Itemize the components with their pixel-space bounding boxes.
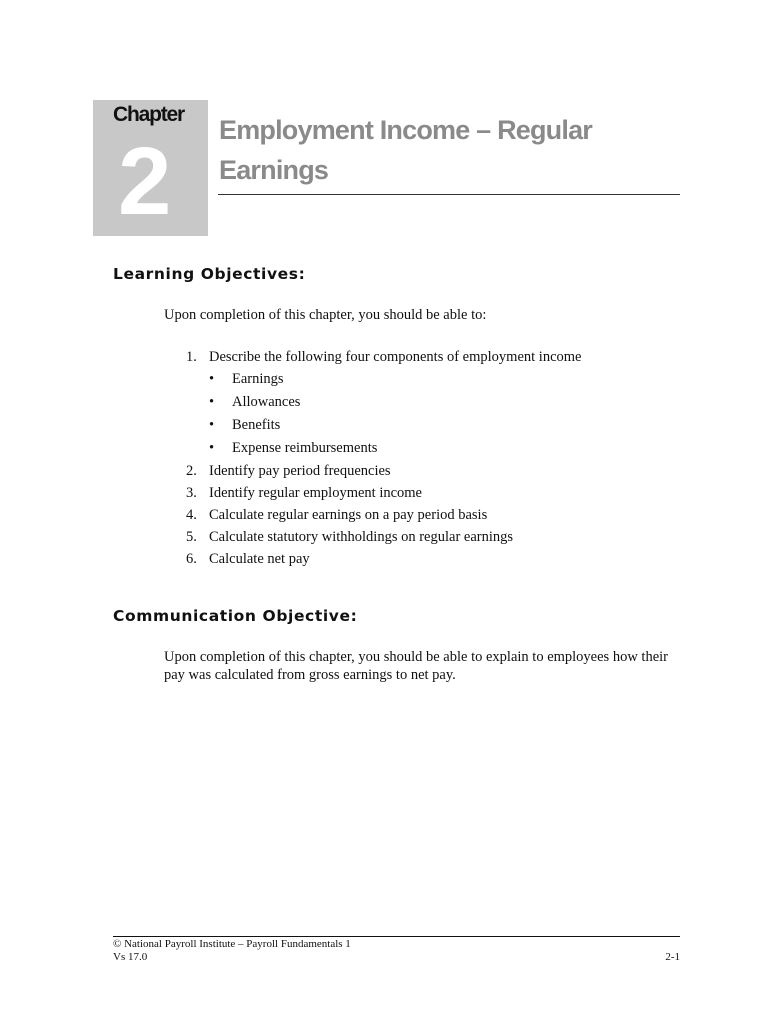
title-divider xyxy=(218,194,680,195)
communication-objective-heading: Communication Objective: xyxy=(113,607,358,625)
communication-text: Upon completion of this chapter, you should be able to explain to employees how their pay was calculated from gross earnings to net pay. xyxy=(164,649,668,683)
objective-text: Describe the following four components of employment income xyxy=(209,349,582,365)
objective-item xyxy=(164,346,581,460)
bullet-icon: • xyxy=(209,371,215,387)
component-text: Allowances xyxy=(232,394,301,410)
objective-item xyxy=(164,504,581,526)
objective-number: 3. xyxy=(186,485,197,501)
objective-text: Identify pay period frequencies xyxy=(209,463,391,479)
learning-objectives-heading: Learning Objectives: xyxy=(113,265,306,283)
objective-item xyxy=(164,482,581,504)
objective-text: Calculate statutory withholdings on regular earnings xyxy=(209,529,514,545)
footer-divider xyxy=(113,936,680,937)
footer-copyright: © National Payroll Institute – Payroll Fundamentals 1 xyxy=(113,938,351,950)
bullet-icon: • xyxy=(209,417,215,433)
objective-item xyxy=(164,460,581,482)
bullet-icon: • xyxy=(209,440,215,456)
bullet-icon: • xyxy=(209,394,215,410)
components-list xyxy=(209,368,581,460)
objective-number: 4. xyxy=(186,507,197,523)
component-item xyxy=(209,391,581,414)
objective-number: 5. xyxy=(186,529,197,545)
objective-text: Calculate regular earnings on a pay period basis xyxy=(209,507,488,523)
objective-number: 2. xyxy=(186,463,197,479)
component-item xyxy=(209,368,581,391)
component-text: Expense reimbursements xyxy=(232,440,378,456)
footer-version: Vs 17.0 xyxy=(113,951,148,963)
objective-item xyxy=(164,526,581,548)
objective-number: 1. xyxy=(186,349,197,365)
component-item xyxy=(209,414,581,437)
component-text: Earnings xyxy=(232,371,284,387)
objectives-list xyxy=(164,346,581,570)
chapter-title: Employment Income – Regular Earnings xyxy=(219,115,592,185)
chapter-label: Chapter xyxy=(113,103,184,126)
component-text: Benefits xyxy=(232,417,281,433)
objective-item xyxy=(164,548,581,570)
chapter-number: 2 xyxy=(118,128,172,235)
objective-text: Calculate net pay xyxy=(209,551,310,567)
component-item xyxy=(209,437,581,460)
learning-intro: Upon completion of this chapter, you should be able to: xyxy=(164,307,487,323)
objective-text: Identify regular employment income xyxy=(209,485,422,501)
objective-number: 6. xyxy=(186,551,197,567)
page-number: 2-1 xyxy=(665,951,680,963)
